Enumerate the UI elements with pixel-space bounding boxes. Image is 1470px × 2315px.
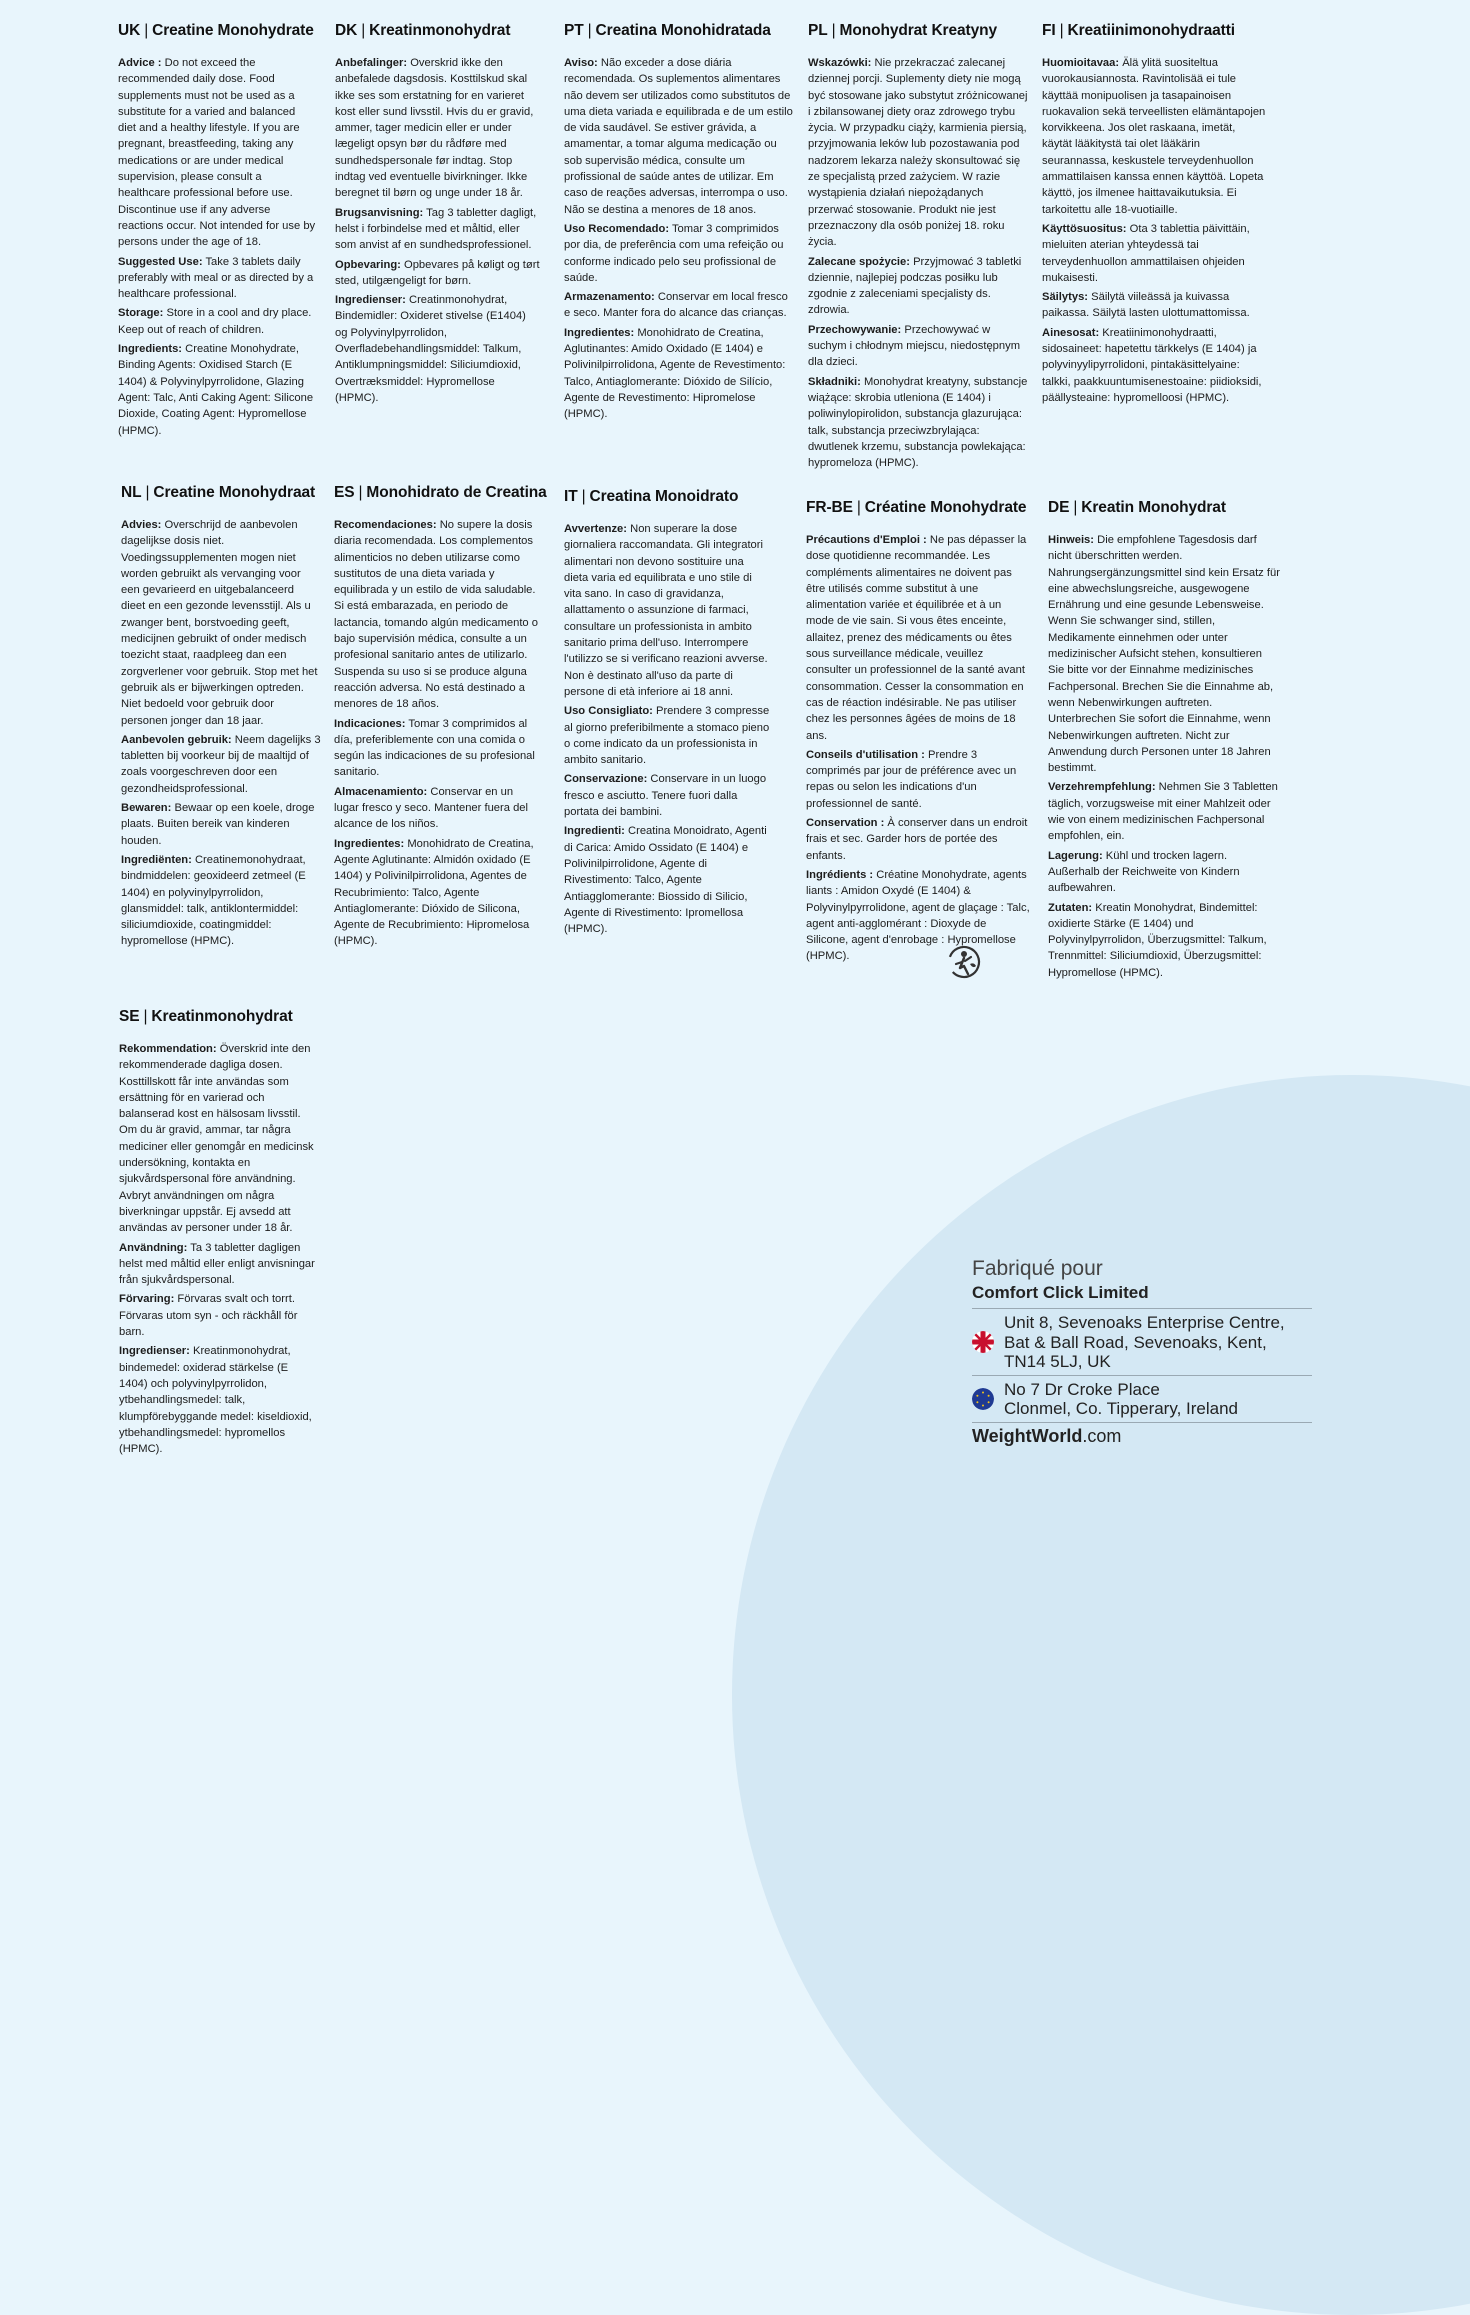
made-for-label: Fabriqué pour	[972, 1257, 1103, 1280]
section-pt	[564, 22, 796, 426]
uk-address	[1004, 1313, 1285, 1372]
paragraph-advice	[1042, 55, 1268, 218]
paragraph-ingredients	[335, 292, 541, 406]
label: Almacenamiento:	[334, 785, 428, 798]
section-heading: UK | Creatine Monohydrate	[118, 22, 314, 39]
text: Ta 3 tabletter dagligen helst med måltid eller enligt anvisningar från sjukvårdspersonal.	[119, 1241, 315, 1287]
section-uk	[118, 22, 316, 442]
section-title: Kreatinmonohydrat	[369, 22, 511, 39]
text: Nie przekraczać zalecanej dziennej porcji. Suplementy diety nie mogą być stosowane jako substytut zróżnicowanej i zbilansowanej diety oraz zdrowego trybu życia. W przypadku ciąży, karmienia piersią, przyjmowania leków lub pozostawania pod nadzorem lekarza należy skonsultować się ze specjalistą przed zażyciem. W razie wystąpienia działań niepożądanych przerwać stosowanie. Produkt nie jest przeznaczony dla osób poniżej 18. roku życia.	[808, 57, 1028, 249]
label: Zutaten:	[1048, 901, 1093, 914]
paragraph-advice	[118, 55, 316, 251]
paragraph-usage	[121, 732, 321, 797]
section-heading: DK | Kreatinmonohydrat	[335, 22, 511, 39]
paragraph-storage	[564, 771, 770, 820]
paragraph-ingredients	[806, 867, 1030, 965]
label: Recomendaciones:	[334, 519, 437, 531]
paragraph-advice	[334, 517, 540, 713]
lang-code: FI	[1042, 22, 1056, 39]
label: Conservation :	[806, 817, 885, 830]
text: Die empfohlene Tagesdosis darf nicht überschritten werden. Nahrungsergänzungsmittel sind kein Ersatz für eine abwechslungsreiche, ausgewogene Ernährung und eine gesunde Lebensweise. Wenn Sie schwanger sind, stillen, Medikamente einnehmen oder unter medizinischer Aufsicht stehen, konsultieren Sie bitte vor der Einnahme medizinisches Fachpersonal. Brechen Sie die Einnahme ab, wenn Nebenwirkungen auftreten. Unterbrechen Sie sofort die Einnahme, wenn Nebenwirkungen auftreten. Nicht zur Anwendung durch Personen unter 18 Jahren bestimmt.	[1048, 534, 1280, 775]
section-heading: PL | Monohydrat Kreatyny	[808, 22, 997, 39]
paragraph-advice	[564, 55, 796, 218]
section-title: Creatine Monohydraat	[153, 484, 316, 501]
paragraph-usage	[334, 716, 540, 781]
label: Verzehrempfehlung:	[1048, 781, 1156, 794]
paragraph-advice	[564, 521, 770, 700]
section-heading: PT | Creatina Monohidratada	[564, 22, 771, 39]
paragraph-advice	[335, 55, 541, 202]
paragraph-ingredients	[564, 325, 796, 423]
label: Opbevaring:	[335, 258, 401, 271]
ie-address-row	[972, 1375, 1312, 1422]
paragraph-ingredients	[119, 1343, 317, 1457]
label: Ingredients:	[118, 343, 183, 356]
text: Tag 3 tabletter dagligt, helst i forbindelse med et måltid, eller som anvist af en sundhedsprofessionel.	[335, 206, 537, 252]
text: Overschrijd de aanbevolen dagelijkse dosis niet. Voedingssupplementen mogen niet worden gebruikt als vervanging voor een gevarieerd en uitgebalanceerd dieet en een gezonde levensstijl. Als u zwanger bent, borstvoeding geeft, medicijnen gebruikt of onder medisch toezicht staat, raadpleeg dan een zorgverlener voor gebruik. Stop met het gebruik als er bijwerkingen optreden. Niet bedoeld voor gebruik door personen jonger dan 18 jaar.	[121, 519, 318, 727]
company-name: Comfort Click Limited	[972, 1283, 1149, 1302]
text: Tomar 3 comprimidos al día, preferiblemente con una comida o según las indicaciones de su profesional sanitario.	[334, 717, 535, 779]
label: Storage:	[118, 307, 164, 320]
text: Opbevares på køligt og tørt sted, utilgængeligt for børn.	[335, 258, 540, 287]
label: Suggested Use:	[118, 255, 203, 268]
paragraph-advice	[806, 532, 1030, 744]
address-line: Bat & Ball Road, Sevenoaks, Kent,	[1004, 1332, 1267, 1352]
label: Brugsanvisning:	[335, 206, 424, 219]
paragraph-ingredients	[564, 823, 770, 937]
uk-flag-icon	[972, 1331, 994, 1353]
label: Ingredienti:	[564, 825, 625, 838]
paragraph-ingredients	[121, 852, 321, 950]
lang-code: FR-BE	[806, 499, 853, 516]
website[interactable]	[972, 1422, 1312, 1447]
label: Ingrédients :	[806, 868, 874, 881]
label: Ingredientes:	[564, 326, 635, 339]
eu-flag-icon	[972, 1388, 994, 1410]
label: Indicaciones:	[334, 717, 406, 730]
label: Ainesosat:	[1042, 326, 1100, 339]
paragraph-ingredients	[1048, 900, 1280, 981]
text: Kreatiinimonohydraatti, sidosaineet: hapetettu tärkkelys (E 1404) ja polyvinyylipyrrolidoni, pintakäsittelyaine: talkki, paakkuuntumisenestoaine: piidioksidi, päällysteaine: hypromelloosi (HPMC).	[1042, 326, 1262, 404]
section-fi	[1042, 22, 1268, 409]
lang-code: PL	[808, 22, 828, 39]
label: Användning:	[119, 1241, 188, 1254]
section-se	[119, 1008, 317, 1460]
text: Creatine Monohydrate, Binding Agents: Oxidised Starch (E 1404) & Polyvinylpyrrolidone, Glazing Agent: Talc, Anti Caking Agent: Silicone Dioxide, Coating Agent: Hypromellose (HPMC).	[118, 343, 314, 437]
text: Creatinmonohydrat, Bindemidler: Oxideret stivelse (E1404) og Polyvinylpyrrolidon, Overfladebehandlingsmiddel: Talkum, Antiklumpningsmiddel: Siliciumdioxid, Overtræksmiddel: Hypromellose (HPMC).	[335, 294, 526, 404]
manufacturer-footer	[972, 1256, 1312, 1447]
section-heading: NL | Creatine Monohydraat	[121, 484, 316, 501]
paragraph-usage	[1042, 221, 1268, 286]
text: Ne pas dépasser la dose quotidienne recommandée. Les compléments alimentaires ne doivent pas être utilisés comme substitut à une alimentation variée et équilibrée et à un mode de vie sain. Si vous êtes enceinte, allaitez, prenez des médicaments ou êtes sous surveillance médicale, veuillez consulter un professionnel de la santé avant consommation. Cesser la consommation en cas de réaction indésirable. Ne pas utiliser chez les personnes âgées de moins de 18 ans.	[806, 534, 1027, 742]
label: Bewaren:	[121, 802, 172, 815]
label: Ingredientes:	[334, 837, 405, 850]
section-title: Créatine Monohydrate	[864, 499, 1027, 516]
lang-code: DE	[1048, 499, 1070, 516]
section-heading: FR-BE | Créatine Monohydrate	[806, 499, 1027, 516]
ie-address	[1004, 1380, 1238, 1419]
text: No supere la dosis diaria recomendada. Los complementos alimenticios no deben utilizarse como sustitutos de una dieta variada y equilibrada y un estilo de vida saludable. Si está embarazada, en periodo de lactancia, tomando algún medicamento o bajo supervisión médica, consulte a un profesional sanitario antes de utilizarlo. Suspenda su uso si se produce alguna reacción adversa. No está destinado a menores de 18 años.	[334, 519, 538, 711]
paragraph-storage	[806, 815, 1030, 864]
section-pl	[808, 22, 1028, 474]
label: Lagerung:	[1048, 849, 1103, 862]
text: Não exceder a dose diária recomendada. Os suplementos alimentares não devem ser utilizados como substitutos de uma dieta variada e equilibrada e de um estilo de vida saudável. Se estiver grávida, a amamentar, a tomar alguma medicação ou sob supervisão médica, consulte um profissional de saúde antes de utilizar. Em caso de reações adversas, interrompa o uso. Não se destina a menores de 18 anos.	[564, 57, 793, 216]
label: Aanbevolen gebruik:	[121, 733, 232, 746]
section-title: Kreatiinimonohydraatti	[1067, 22, 1235, 39]
text: Creatinemonohydraat, bindmiddelen: geoxideerd zetmeel (E 1404) en polyvinylpyrrolidon, glansmiddel: talk, antiklontermiddel: siliciumdioxide, coatingmiddel: hypromellose (HPMC).	[121, 853, 306, 948]
paragraph-usage	[119, 1240, 317, 1289]
section-title: Creatina Monoidrato	[589, 488, 739, 505]
label: Précautions d'Emploi :	[806, 534, 927, 546]
text: Conservar em local fresco e seco. Manter fora do alcance das crianças.	[564, 291, 788, 320]
section-heading: ES | Monohidrato de Creatina	[334, 484, 547, 501]
lang-code: NL	[121, 484, 142, 501]
address-line: No 7 Dr Croke Place	[1004, 1379, 1160, 1399]
paragraph-storage	[564, 289, 796, 322]
label: Advies:	[121, 519, 162, 531]
text: Take 3 tablets daily preferably with meal or as directed by a healthcare professional.	[118, 255, 314, 301]
paragraph-usage	[806, 747, 1030, 812]
text: Nehmen Sie 3 Tabletten täglich, vorzugsweise mit einer Mahlzeit oder wie von einem medizinischen Fachpersonal empfohlen, ein.	[1048, 781, 1278, 843]
text: Kreatin Monohydrat, Bindemittel: oxidierte Stärke (E 1404) und Polyvinylpyrrolidon, Überzugsmittel: Talkum, Trennmittel: Siliciumdioxid, Überzugsmittel: Hypromellose (HPMC).	[1048, 901, 1267, 979]
text: Non superare la dose giornaliera raccomandata. Gli integratori alimentari non devono sostituire una dieta varia ed equilibrata e uno stile di vita sano. In caso di gravidanza, allattamento o assunzione di farmaci, consultare un professionista in ambito sanitario prima dell'uso. Interrompere l'utilizzo se si verificano reazioni avverse. Non è destinato all'uso da parte di persone di età inferiore ai 18 anni.	[564, 523, 768, 698]
section-it	[564, 488, 770, 940]
lang-code: ES	[334, 484, 355, 501]
paragraph-advice	[808, 55, 1028, 251]
paragraph-usage	[808, 254, 1028, 319]
lang-code: PT	[564, 22, 584, 39]
text: Prendre 3 comprimés par jour de préférence avec un repas ou selon les indications d'un professionnel de santé.	[806, 748, 1017, 810]
text: Neem dagelijks 3 tabletten bij voorkeur bij de maaltijd of zoals voorgeschreven door een gezondheidsprofessional.	[121, 733, 321, 795]
paragraph-storage	[334, 784, 540, 833]
label: Advice :	[118, 57, 162, 69]
text: Monohidrato de Creatina, Aglutinantes: Amido Oxidado (E 1404) e Polivinilpirrolidona, Agente de Revestimento: Talco, Antiaglomerante: Dióxido de Silício, Agente de Revestimento: Hipromelose (HPMC).	[564, 326, 786, 421]
text: Store in a cool and dry place. Keep out of reach of children.	[118, 307, 312, 336]
text: Creatina Monoidrato, Agenti di Carica: Amido Ossidato (E 1404) e Polivinilpirrolidone, Agente di Rivestimento: Talco, Agente Antiagglomerante: Biossido di Silicio, Agente di Rivestimento: Ipromellosa (HPMC).	[564, 825, 767, 936]
section-es	[334, 484, 547, 953]
label: Förvaring:	[119, 1293, 175, 1306]
section-fr-be	[806, 499, 1030, 968]
paragraph-usage	[335, 205, 541, 254]
lang-code: SE	[119, 1008, 140, 1025]
text: Säilytä viileässä ja kuivassa paikassa. Säilytä lasten ulottumattomissa.	[1042, 291, 1250, 320]
section-heading: DE | Kreatin Monohydrat	[1048, 499, 1226, 516]
paragraph-usage	[1048, 779, 1280, 844]
paragraph-advice	[1048, 532, 1280, 776]
text: Kreatinmonohydrat, bindemedel: oxiderad stärkelse (E 1404) och polyvinylpyrrolidon, ytbehandlingsmedel: talk, klumpförebyggande medel: kiseldioxid, ytbehandlingsmedel: hypromellos (HPMC).	[119, 1345, 312, 1456]
website-tld: .com	[1082, 1425, 1122, 1446]
label: Conservazione:	[564, 773, 648, 786]
paragraph-ingredients	[808, 374, 1028, 472]
text: Monohidrato de Creatina, Agente Aglutinante: Almidón oxidado (E 1404) y Polivinilpirrolidona, Agentes de Recubrimiento: Talco, Agente Antiaglomerante: Dióxido de Silicona, Agente de Recubrimiento: Hipromelosa (HPMC).	[334, 837, 534, 948]
section-title: Monohidrato de Creatina	[366, 484, 547, 501]
address-line: Unit 8, Sevenoaks Enterprise Centre,	[1004, 1313, 1285, 1332]
text: Créatine Monohydrate, agents liants : Amidon Oxydé (E 1404) & Polyvinylpyrrolidone, agent de glaçage : Talc, agent anti-agglomérant : Dioxyde de Silicone, agent d'enrobage : Hypromellose (HPMC).	[806, 868, 1030, 963]
text: Overskrid ikke den anbefalede dagsdosis. Kosttilskud skal ikke ses som erstatning for en varieret kost eller sund livsstil. Hvis du er gravid, ammer, tager medicin eller er under lægeligt opsyn bør du rådføre med sundhedspersonale før indtag. Stop indtag ved eventuelle bivirkninger. Ikke beregnet til børn og unge under 18 år.	[335, 57, 534, 200]
lang-code: DK	[335, 22, 358, 39]
paragraph-storage	[808, 322, 1028, 371]
label: Składniki:	[808, 375, 861, 388]
text: Kühl und trocken lagern. Außerhalb der Reichweite von Kindern aufbewahren.	[1048, 849, 1240, 895]
paragraph-ingredients	[334, 836, 540, 950]
text: Tomar 3 comprimidos por dia, de preferência com uma refeição ou conforme indicado pelo seu profissional de saúde.	[564, 222, 784, 284]
text: Prendere 3 compresse al giorno preferibilmente a stomaco pieno o come indicato da un professionista in ambito sanitario.	[564, 705, 770, 767]
section-title: Creatina Monohidratada	[595, 22, 771, 39]
label: Avvertenze:	[564, 523, 628, 535]
label: Anbefalinger:	[335, 57, 408, 69]
label: Uso Recomendado:	[564, 222, 670, 235]
paragraph-storage	[1048, 848, 1280, 897]
lang-code: UK	[118, 22, 141, 39]
label: Wskazówki:	[808, 57, 872, 69]
label: Uso Consigliato:	[564, 705, 653, 718]
section-de	[1048, 499, 1280, 984]
label: Hinweis:	[1048, 534, 1095, 546]
uk-address-row	[972, 1308, 1312, 1375]
vegan-icon	[946, 944, 982, 980]
text: Do not exceed the recommended daily dose. Food supplements must not be used as a substitute for a varied and balanced diet and a healthy lifestyle. If you are pregnant, breastfeeding, taking any medications or are under medical supervision, please consult a healthcare professional before use. Discontinue use if any adverse reactions occur. Not intended for use by persons under the age of 18.	[118, 57, 316, 249]
section-nl	[121, 484, 321, 953]
label: Armazenamento:	[564, 291, 655, 304]
label: Aviso:	[564, 57, 598, 69]
section-heading: IT | Creatina Monoidrato	[564, 488, 739, 505]
label: Käyttösuositus:	[1042, 222, 1127, 235]
section-title: Monohydrat Kreatyny	[839, 22, 997, 39]
text: Przyjmować 3 tabletki dziennie, najlepiej podczas posiłku lub zgodnie z zaleceniami specjalisty ds. zdrowia.	[808, 255, 1022, 317]
paragraph-advice	[121, 517, 321, 729]
section-heading: FI | Kreatiinimonohydraatti	[1042, 22, 1235, 39]
label: Ingredienser:	[335, 294, 406, 307]
paragraph-storage	[335, 257, 541, 290]
text: Överskrid inte den rekommenderade dagliga dosen. Kosttillskott får inte användas som ersättning för en varierad och balanserad kost en hälsosam livsstil. Om du är gravid, ammar, tar några mediciner eller genomgår en medicinsk undersökning, kontakta en sjukvårdspersonal före användning. Avbryt användningen om några biverkningar uppstår. Ej avsedd att användas av personer under 18 år.	[119, 1043, 314, 1235]
paragraph-storage	[121, 800, 321, 849]
label: Przechowywanie:	[808, 323, 902, 336]
text: Ota 3 tablettia päivittäin, mieluiten aterian yhteydessä tai terveydenhuollon ammattilaisen ohjeiden mukaisesti.	[1042, 222, 1250, 284]
address-line: TN14 5LJ, UK	[1004, 1352, 1111, 1371]
paragraph-usage	[564, 703, 770, 768]
label: Säilytys:	[1042, 291, 1089, 304]
text: Przechowywać w suchym i chłodnym miejscu, niedostępnym dla dzieci.	[808, 323, 1021, 369]
paragraph-storage	[119, 1291, 317, 1340]
paragraph-usage	[564, 221, 796, 286]
paragraph-usage	[118, 254, 316, 303]
text: Conservare in un luogo fresco e asciutto. Tenere fuori dalla portata dei bambini.	[564, 773, 767, 819]
label: Conseils d'utilisation :	[806, 748, 925, 761]
address-line: Clonmel, Co. Tipperary, Ireland	[1004, 1399, 1239, 1418]
section-heading: SE | Kreatinmonohydrat	[119, 1008, 293, 1025]
text: À conserver dans un endroit frais et sec. Garder hors de portée des enfants.	[806, 817, 1028, 862]
section-title: Creatine Monohydrate	[152, 22, 314, 39]
website-name: WeightWorld	[972, 1425, 1083, 1446]
paragraph-storage	[1042, 289, 1268, 322]
paragraph-ingredients	[1042, 325, 1268, 406]
section-title: Kreatinmonohydrat	[151, 1008, 293, 1025]
label: Rekommendation:	[119, 1043, 217, 1055]
label: Huomioitavaa:	[1042, 57, 1120, 69]
text: Monohydrat kreatyny, substancje wiążące: skrobia utleniona (E 1404) i poliwinylopirolidon, substancja glazurująca: talk, substancja przeciwzbrylająca: dwutlenek krzemu, substancja powlekająca: hypromeloza (HPMC).	[808, 375, 1028, 470]
label: Ingredienser:	[119, 1345, 190, 1358]
paragraph-advice	[119, 1041, 317, 1237]
text: Förvaras svalt och torrt. Förvaras utom syn - och räckhåll för barn.	[119, 1293, 298, 1339]
section-dk	[335, 22, 541, 409]
text: Conservar en un lugar fresco y seco. Mantener fuera del alcance de los niños.	[334, 785, 529, 831]
label: Zalecane spożycie:	[808, 255, 910, 268]
lang-code: IT	[564, 488, 578, 505]
section-title: Kreatin Monohydrat	[1081, 499, 1226, 516]
paragraph-ingredients	[118, 341, 316, 439]
label: Ingrediënten:	[121, 853, 192, 866]
text: Bewaar op een koele, droge plaats. Buiten bereik van kinderen houden.	[121, 802, 315, 847]
text: Älä ylitä suositeltua vuorokausiannosta. Ravintolisää ei tule käyttää monipuolisen ja tasapainoisen ruokavalion sekä terveellisten elämäntapojen korvikkeena. Jos olet raskaana, imetät, käytät lääkitystä tai olet lääkärin seurannassa, keskustele terveydenhuollon ammattilaisen kanssa ennen käyttöä. Lopeta käyttö, jos ilmenee haittavaikutuksia. Ei tarkoitettu alle 18-vuotiaille.	[1042, 57, 1266, 216]
paragraph-storage	[118, 305, 316, 338]
